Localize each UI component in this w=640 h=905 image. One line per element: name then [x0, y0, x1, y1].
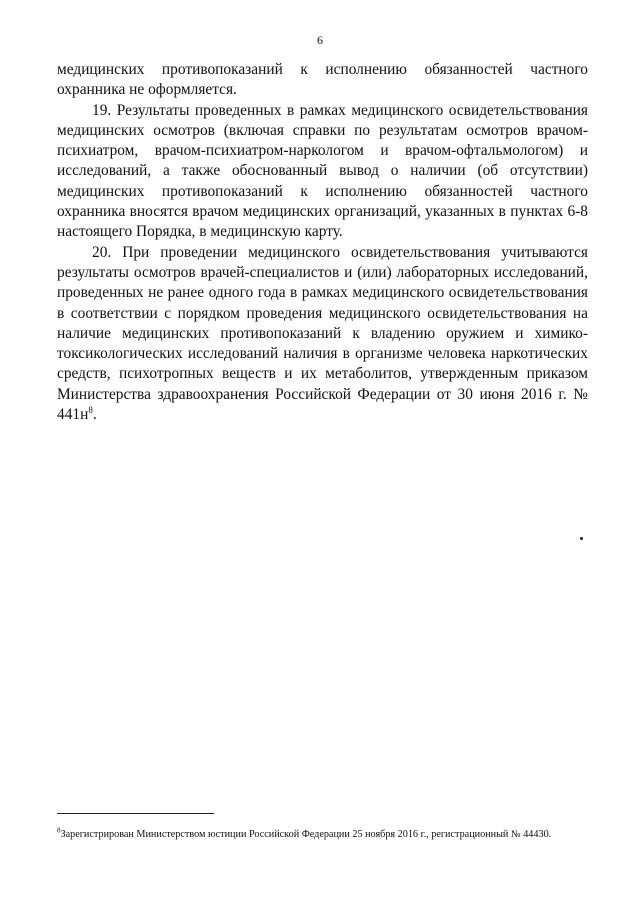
footnote-reference: 8	[88, 404, 93, 415]
paragraph-item-20: 20. При проведении медицинского освидетельствования учитываются результаты осмотров врачей-специалистов и (или) лабораторных исследований, проведенных не ранее одного года в рамках медицинского освидетельствования в соответствии с порядком проведения медицинского освидетельствования на наличие медицинских противопоказаний к владению оружием и химико-токсикологических исследований наличия в организме человека наркотических средств, психотропных веществ и их метаболитов, утвержденным приказом Министерства здравоохранения Российской Федерации от 30 июня 2016 г. № 441н$^8$.	[57, 243, 588, 424]
paragraph-item-19	[57, 101, 588, 243]
paragraph-text: медицинских противопоказаний к исполнению обязанностей частного охранника не оформляется.	[57, 61, 588, 99]
scan-artifact-speck	[580, 537, 583, 540]
document-body	[57, 60, 588, 425]
paragraph-text: 20. При проведении медицинского освидетельствования учитываются результаты осмотров врачей-специалистов и (или) лабораторных исследований, проведенных не ранее одного года в рамках медицинского освидетельствования в соответствии с порядком проведения медицинского освидетельствования на наличие медицинских противопоказаний к владению оружием и химико-токсикологических исследований наличия в организме человека наркотических средств, психотропных веществ и их метаболитов, утвержденным приказом Министерства здравоохранения Российской Федерации от 30 июня 2016 г. № 441н	[57, 243, 588, 424]
paragraph-text: 19. Результаты проведенных в рамках медицинского освидетельствования медицинских осмотров (включая справки по результатам осмотров врачом-психиатром, врачом-психиатром-наркологом и врачом-офтальмологом) и исследований, а также обоснованный вывод о наличии (об отсутствии) медицинских противопоказаний к исполнению обязанностей частного охранника вносятся врачом медицинских организаций, указанных в пунктах 6-8 настоящего Порядка, в медицинскую карту.	[57, 101, 588, 241]
footnote	[57, 828, 617, 841]
footnote-mark: 8	[57, 826, 61, 835]
page-number: 6	[317, 33, 323, 47]
footnote-text: Зарегистрирован Министерством юстиции Российской Федерации 25 ноября 2016 г., регистрационный № 44430.	[60, 829, 552, 840]
paragraph-continuation	[57, 60, 588, 101]
footnote-separator	[57, 813, 214, 814]
